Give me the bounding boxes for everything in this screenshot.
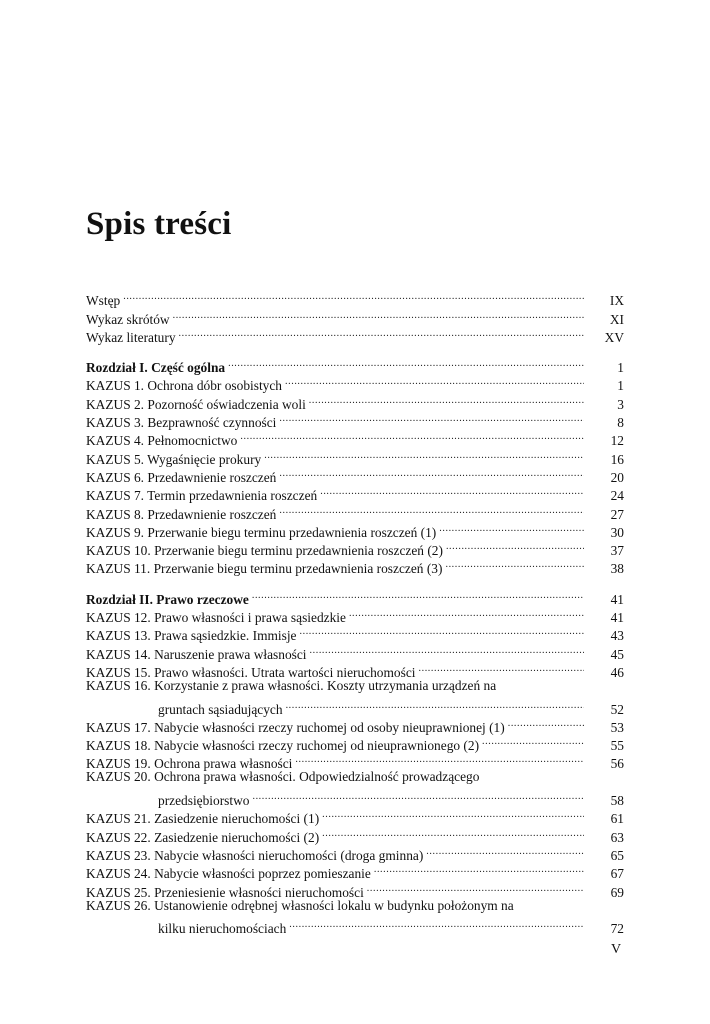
dot-leader — [289, 915, 584, 933]
toc-entry-page: 41 — [610, 610, 624, 626]
toc-entry-label-cont: kilku nieruchomościach — [158, 921, 287, 937]
dot-leader — [228, 354, 584, 372]
toc-entry-label: KAZUS 3. Bezprawność czynności — [86, 415, 277, 431]
toc-entry-page: 67 — [610, 866, 624, 882]
toc-entry — [86, 464, 624, 485]
toc-entry — [86, 555, 624, 577]
toc-entry-label-cont: przedsiębiorstwo — [158, 793, 250, 809]
toc-entry-page: XV — [604, 329, 624, 345]
toc-entry-label: KAZUS 5. Wygaśnięcie prokury — [86, 451, 262, 467]
toc-entry — [86, 500, 624, 522]
toc-entry-label: KAZUS 8. Przedawnienie roszczeń — [86, 506, 277, 522]
toc-entry — [86, 604, 624, 626]
page-folio: V — [611, 942, 622, 957]
dot-leader — [445, 555, 584, 573]
toc-entry — [86, 878, 624, 900]
toc-entry — [86, 640, 624, 662]
toc-entry — [86, 537, 624, 559]
toc-entry — [86, 823, 624, 845]
dot-leader — [279, 464, 584, 482]
dot-leader — [482, 732, 584, 750]
toc-entry-page: 69 — [610, 884, 624, 900]
dot-leader — [173, 305, 584, 323]
toc-entry-label: KAZUS 6. Przedawnienie roszczeń — [86, 469, 277, 485]
dot-leader — [286, 695, 584, 713]
toc-entry-label: KAZUS 10. Przerwanie biegu terminu przedawnienia roszczeń (2) — [86, 543, 443, 559]
toc-entry-page: IX — [609, 293, 624, 309]
dot-leader — [264, 445, 584, 463]
toc-entry-page: 46 — [610, 664, 624, 680]
toc-entry-label: KAZUS 20. Ochrona prawa własności. Odpowiedzialność prowadzącego — [86, 769, 480, 785]
toc-entry — [86, 622, 624, 644]
toc-entry — [86, 305, 624, 327]
dot-leader — [320, 482, 584, 500]
toc-entry-label: Rozdział II. Prawo rzeczowe — [86, 591, 249, 607]
toc-entry-label: KAZUS 9. Przerwanie biegu terminu przedawnienia roszczeń (1) — [86, 524, 437, 540]
dot-leader — [252, 787, 584, 805]
toc-entry-page: 24 — [610, 488, 624, 504]
toc-entry-continuation — [86, 915, 624, 937]
dot-leader — [310, 640, 584, 658]
toc-entry-page: 20 — [610, 469, 624, 485]
toc-entry — [86, 842, 624, 863]
toc-entry — [86, 768, 624, 786]
dot-leader — [322, 823, 584, 841]
dot-leader — [446, 537, 584, 555]
toc-entry-page: 30 — [610, 524, 624, 540]
toc-entry-page: 61 — [610, 811, 624, 827]
dot-leader — [252, 585, 584, 603]
toc-entry-page: 52 — [610, 701, 624, 717]
toc-entry-label: KAZUS 17. Nabycie własności rzeczy ruchomej od osoby nieuprawnionej (1) — [86, 719, 505, 735]
toc-entry-page: 63 — [610, 829, 624, 845]
toc-entry-label: KAZUS 4. Pełnomocnictwo — [86, 433, 238, 449]
toc-entry — [86, 750, 624, 772]
toc-chapter-heading — [86, 585, 624, 607]
dot-leader — [426, 842, 584, 860]
toc-entry-page: 58 — [610, 793, 624, 809]
toc-entry-label: KAZUS 21. Zasiedzenie nieruchomości (1) — [86, 811, 320, 827]
dot-leader — [285, 372, 584, 390]
toc-entry-page: 12 — [610, 433, 624, 449]
toc-entry-label: Wykaz literatury — [86, 329, 176, 345]
toc-entry-page: 55 — [610, 738, 624, 754]
dot-leader — [240, 427, 584, 445]
toc-entry-label: Wstęp — [86, 293, 121, 309]
dot-leader — [349, 604, 584, 622]
toc-chapter-heading — [86, 354, 624, 376]
toc-entry-page: 1 — [617, 378, 624, 394]
toc-entry-page: XI — [609, 311, 624, 327]
toc-front-section — [86, 287, 624, 345]
toc-entry-page: 8 — [617, 415, 624, 431]
toc-entry-label: KAZUS 16. Korzystanie z prawa własności. Koszty utrzymania urządzeń na — [86, 677, 497, 693]
dot-leader — [374, 860, 584, 878]
toc-entry — [86, 677, 624, 695]
toc-entry-page: 45 — [610, 646, 624, 662]
toc-entry — [86, 659, 624, 680]
toc-entry-continuation — [86, 787, 624, 809]
toc-entry — [86, 732, 624, 754]
toc-entry-label: KAZUS 19. Ochrona prawa własności — [86, 756, 293, 772]
dot-leader — [439, 519, 584, 537]
toc-entry-label: KAZUS 2. Pozorność oświadczenia woli — [86, 396, 306, 412]
toc-entry-label-cont: gruntach sąsiadujących — [158, 701, 283, 717]
dot-leader — [300, 622, 585, 640]
toc-entry — [86, 897, 624, 915]
toc-entry — [86, 860, 624, 882]
toc-entry — [86, 409, 624, 431]
toc-entry-label: KAZUS 13. Prawa sąsiedzkie. Immisje — [86, 628, 297, 644]
toc-entry-label: KAZUS 12. Prawo własności i prawa sąsiedzkie — [86, 610, 346, 626]
toc-entry — [86, 805, 624, 827]
toc-entry — [86, 427, 624, 449]
toc-entry-page: 53 — [610, 719, 624, 735]
toc-entry-continuation — [86, 695, 624, 717]
toc-entry — [86, 372, 624, 394]
dot-leader — [179, 324, 584, 342]
toc-entry-page: 72 — [610, 921, 624, 937]
dot-leader — [322, 805, 584, 823]
toc-entry-label: KAZUS 18. Nabycie własności rzeczy ruchomej od nieuprawnionego (2) — [86, 738, 480, 754]
dot-leader — [508, 714, 584, 732]
toc-entry-page: 65 — [610, 847, 624, 863]
toc-entry-page: 27 — [610, 506, 624, 522]
dot-leader — [279, 409, 584, 427]
toc-entry — [86, 445, 624, 467]
toc-entry-label: KAZUS 1. Ochrona dóbr osobistych — [86, 378, 283, 394]
toc-entry-page: 16 — [610, 451, 624, 467]
toc-entry — [86, 482, 624, 504]
toc-entry — [86, 519, 624, 540]
page-title: Spis treści — [86, 206, 232, 242]
toc-entry-page: 43 — [610, 628, 624, 644]
toc-entry-label: KAZUS 15. Prawo własności. Utrata wartości nieruchomości — [86, 664, 416, 680]
toc-entry-label: KAZUS 11. Przerwanie biegu terminu przedawnienia roszczeń (3) — [86, 561, 443, 577]
toc-entry-label: KAZUS 26. Ustanowienie odrębnej własności lokalu w budynku położonym na — [86, 897, 514, 913]
toc-entry-label: KAZUS 22. Zasiedzenie nieruchomości (2) — [86, 829, 320, 845]
toc-chapter-2 — [86, 585, 624, 937]
toc-entry-label: KAZUS 24. Nabycie własności poprzez pomieszanie — [86, 866, 371, 882]
dot-leader — [279, 500, 584, 518]
toc-entry-label: Wykaz skrótów — [86, 311, 170, 327]
dot-leader — [419, 659, 585, 677]
toc-entry-page: 56 — [610, 756, 624, 772]
toc-chapter-1 — [86, 354, 624, 577]
toc-entry-label: KAZUS 14. Naruszenie prawa własności — [86, 646, 307, 662]
dot-leader — [295, 750, 584, 768]
dot-leader — [309, 390, 584, 408]
toc-entry-page: 38 — [610, 561, 624, 577]
toc-entry-page: 3 — [617, 396, 624, 412]
toc-entry — [86, 714, 624, 735]
toc-entry-page: 41 — [610, 591, 624, 607]
toc-entry-label: KAZUS 7. Termin przedawnienia roszczeń — [86, 488, 318, 504]
table-of-contents — [86, 287, 624, 937]
toc-entry-page: 1 — [617, 360, 624, 376]
dot-leader — [367, 878, 584, 896]
toc-entry — [86, 287, 624, 309]
toc-entry — [86, 390, 624, 412]
toc-entry-page: 37 — [610, 543, 624, 559]
dot-leader — [123, 287, 584, 305]
toc-entry — [86, 324, 624, 345]
toc-entry-label: Rozdział I. Część ogólna — [86, 360, 226, 376]
toc-entry-label: KAZUS 25. Przeniesienie własności nieruchomości — [86, 884, 364, 900]
toc-entry-label: KAZUS 23. Nabycie własności nieruchomości (droga gminna) — [86, 847, 424, 863]
